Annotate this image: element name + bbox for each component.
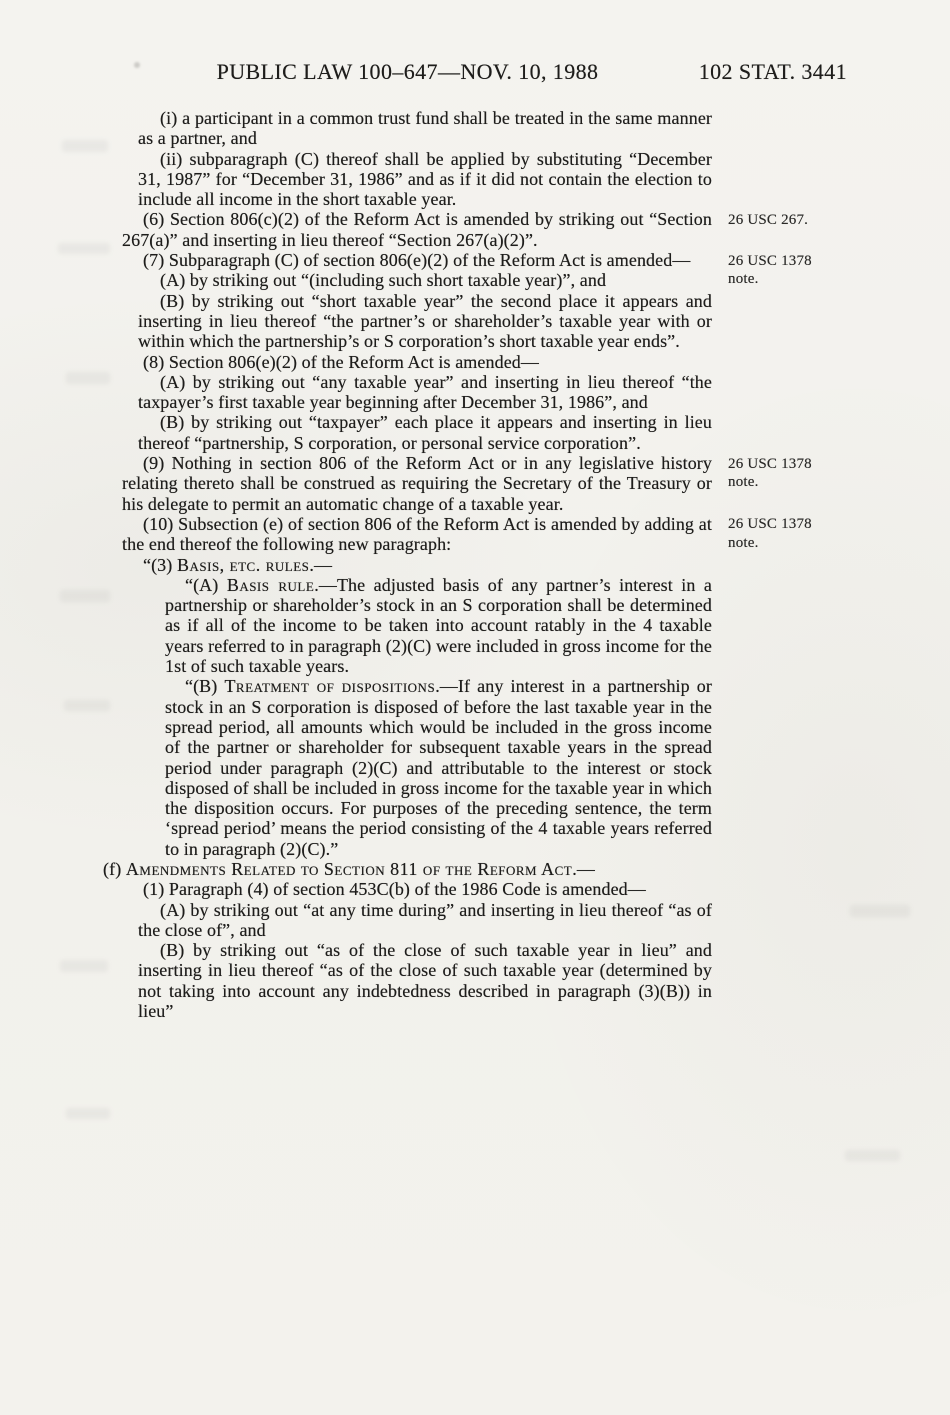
paragraph-text: “(B) [185, 676, 225, 697]
paragraph-7-subparagraph-A [138, 270, 712, 290]
paragraph-text: (f) [103, 858, 126, 879]
usc-margin-note [728, 515, 863, 552]
scan-artifact [845, 1150, 900, 1161]
paragraph-text: “(A) [185, 574, 227, 595]
scan-artifact [850, 905, 910, 917]
usc-margin-note-line: note. [728, 271, 759, 288]
quoted-subparagraph-A-basis-rule [165, 575, 712, 676]
scan-artifact [66, 1108, 110, 1119]
paragraph-text: (8) Section 806(e)(2) of the Reform Act is amended— [143, 351, 539, 372]
paragraph-text: (9) Nothing in section 806 of the Reform Act or in any legislative history relating thereto shall be construed as requiring the Secretary of the Treasury or his delegate to permit an automatic change of a taxable year. [122, 453, 712, 514]
stat-page-number: 102 STAT. 3441 [698, 59, 847, 84]
paragraph-text: (B) by striking out “as of the close of such taxable year in lieu” and inserting in lieu thereof “as of the close of such taxable year (determined by not taking into account any indebtedness described in paragraph (3)(B)) in lieu” [138, 940, 712, 1022]
paragraph-text: (A) by striking out “any taxable year” and inserting in lieu thereof “the taxpayer’s first taxable year beginning after December 31, 1986”, and [138, 371, 712, 413]
paragraph-8 [122, 352, 712, 372]
paragraph-f1 [122, 879, 712, 899]
paragraph-text: (1) Paragraph (4) of section 453C(b) of the 1986 Code is amended— [143, 879, 646, 900]
smallcaps-heading-text: Basis, etc. rules [176, 554, 310, 575]
smallcaps-heading-text: Treatment of dispositions [224, 676, 436, 697]
usc-margin-note [728, 211, 863, 230]
paragraph-text: .— [309, 554, 333, 575]
page-header [0, 59, 950, 85]
usc-margin-note-line: note. [728, 534, 759, 551]
scan-artifact [62, 140, 108, 152]
paragraph-text: (B) by striking out “short taxable year” the second place it appears and inserting in lieu thereof “the partner’s or shareholder’s taxable year with or within which the partnership’s or S corporation’s short taxable year ends”. [138, 290, 712, 352]
smallcaps-heading-text: Basis rule [226, 574, 315, 595]
paragraph-6 [122, 209, 809, 250]
paragraph-f1-subparagraph-B [138, 940, 712, 1021]
usc-margin-note-line: 26 USC 1378 [728, 252, 812, 269]
usc-margin-note-line: note. [728, 474, 759, 491]
paragraph-text: .—The adjusted basis of any partner’s interest in a partnership or shareholder’s stock in an S corporation shall be determined as if all of the income to be taken into account ratably in the 4 taxable years referred to in paragraph (2)(C) were included in gross income for the 1st of such taxable years. [165, 574, 713, 677]
usc-margin-note-line: 26 USC 1378 [728, 516, 812, 533]
paragraph-9 [122, 453, 812, 514]
subsection-f-heading [103, 859, 712, 879]
paragraph-text: (6) Section 806(c)(2) of the Reform Act is amended by striking out “Section 267(a)” and inserting in lieu thereof “Section 267(a)(2)”. [122, 209, 712, 250]
paragraph-text: (7) Subparagraph (C) of section 806(e)(2) of the Reform Act is amended— [143, 250, 691, 271]
quoted-subparagraph-B-treatment-of-dispositions [165, 676, 712, 859]
paragraph-text: .— [572, 858, 595, 879]
paragraph-text: (A) by striking out “(including such short taxable year)”, and [160, 270, 607, 291]
usc-margin-note-line: 26 USC 1378 [728, 455, 812, 472]
paragraph-text: (i) a participant in a common trust fund shall be treated in the same manner as a partner, and [138, 108, 712, 149]
paragraph-text: (B) by striking out “taxpayer” each place it appears and inserting in lieu thereof “partnership, S corporation, or personal service corporation”. [138, 412, 712, 453]
clause-ii [138, 149, 712, 210]
quoted-paragraph-3-heading [143, 555, 712, 575]
paragraph-10 [122, 513, 812, 555]
paragraph-text: (ii) subparagraph (C) thereof shall be applied by substituting “December 31, 1987” for “December 31, 1986” and as if it did not contain the election to include all income in the short taxable year. [138, 148, 712, 210]
usc-margin-note-line: 26 USC 267. [728, 211, 809, 228]
usc-margin-note [728, 252, 863, 289]
paragraph-text: .—If any interest in a partnership or stock in an S corporation is disposed of before the last taxable year in the spread period, all amounts which would be included in the gross income of the partner or shareholder for subsequent taxable years in the spread period under paragraph (2)(C) and attributable to the interest or stock disposed of shall be included in gross income for the taxable year in which the disposition occurs. For purposes of the preceding sentence, the term ‘spread period’ means the period consisting of the 4 taxable years referred to in paragraph (2)(C).” [165, 676, 713, 859]
paragraph-text: (A) by striking out “at any time during” and inserting in lieu thereof “as of the close of”, and [138, 899, 712, 940]
statute-body [103, 108, 812, 1022]
law-title: PUBLIC LAW 100–647—NOV. 10, 1988 [216, 59, 599, 84]
clause-i [138, 108, 712, 149]
paragraph-f1-subparagraph-A [138, 900, 712, 941]
paragraph-text: “(3) [143, 554, 177, 575]
smallcaps-heading-text: Amendments Related to Section 811 of the Reform Act [125, 858, 573, 879]
paragraph-text: (10) Subsection (e) of section 806 of the Reform Act is amended by adding at the end thereof the following new paragraph: [122, 513, 712, 555]
scan-artifact [60, 960, 108, 972]
usc-margin-note [728, 455, 863, 492]
paragraph-8-subparagraph-B [138, 412, 712, 453]
paragraph-8-subparagraph-A [138, 372, 712, 413]
paragraph-7-subparagraph-B [138, 291, 712, 352]
